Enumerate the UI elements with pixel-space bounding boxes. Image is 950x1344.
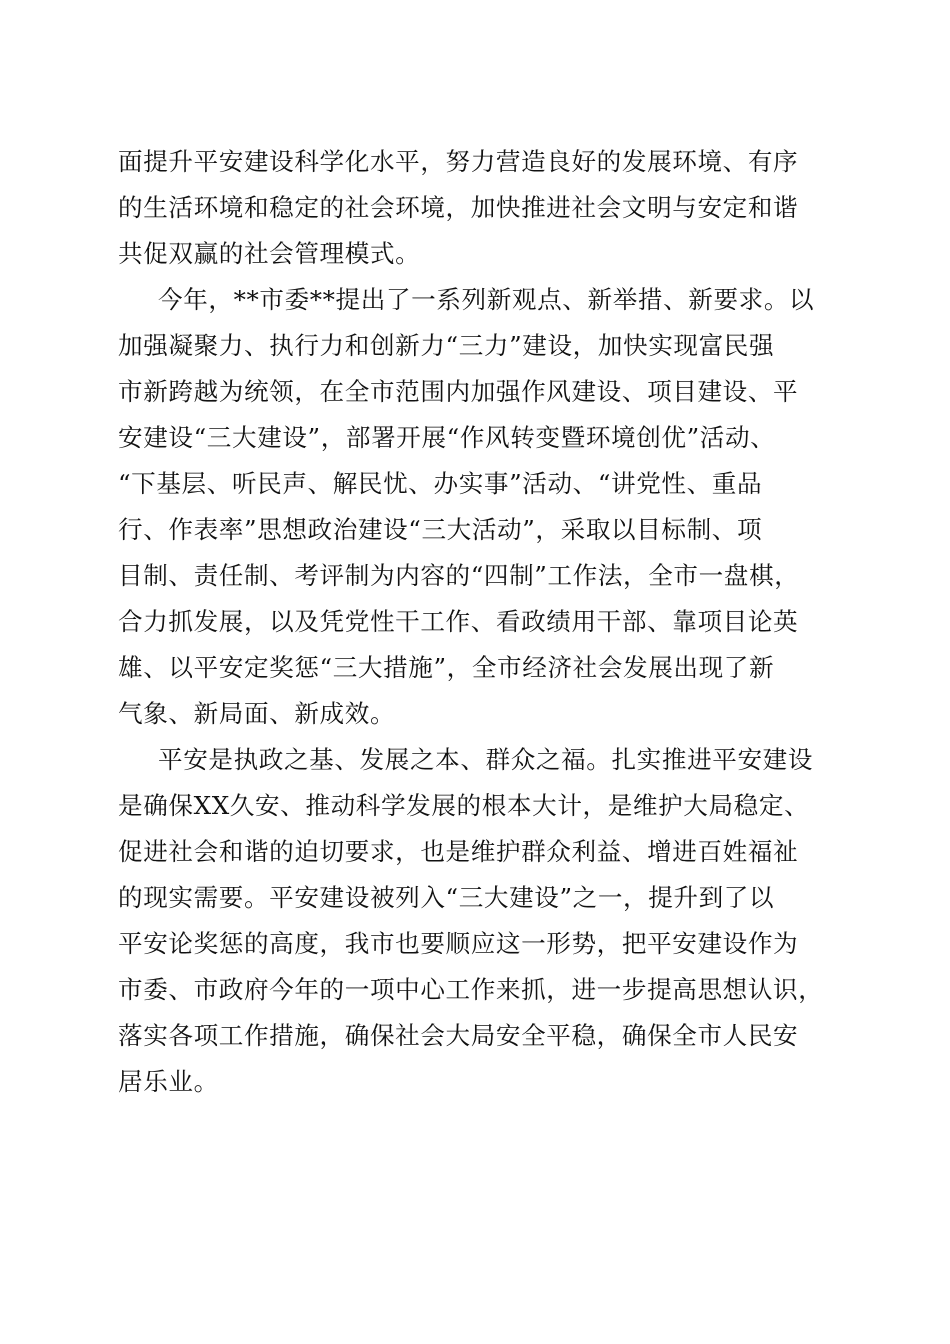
- p3-line-5: 平安论奖惩的高度，我市也要顺应这一形势，把平安建设作为: [118, 929, 799, 958]
- p3-line-2: 是确保XX久安、推动科学发展的根本大计，是维护大局稳定、: [118, 791, 810, 820]
- p3-line-7: 落实各项工作措施，确保社会大局安全平稳，确保全市人民安: [118, 1021, 799, 1050]
- p3-line-6: 市委、市政府今年的一项中心工作来抓，进一步提高思想认识，: [118, 975, 824, 1004]
- p1-line-3: 共促双赢的社会管理模式。: [118, 239, 421, 268]
- p2-line-1: 今年，**市委**提出了一系列新观点、新举措、新要求。以: [158, 285, 815, 314]
- p3-line-4: 的现实需要。平安建设被列入“三大建设”之一，提升到了以: [118, 883, 775, 912]
- p2-line-9: 雄、以平安定奖惩“三大措施”，全市经济社会发展出现了新: [118, 653, 775, 682]
- p1-line-1: 面提升平安建设科学化水平，努力营造良好的发展环境、有序: [118, 147, 799, 176]
- p3-line-1: 平安是执政之基、发展之本、群众之福。扎实推进平安建设: [158, 745, 814, 774]
- p2-line-10: 气象、新局面、新成效。: [118, 699, 396, 728]
- document-body: [118, 139, 836, 1105]
- p3-line-8: 居乐业。: [118, 1067, 219, 1096]
- p2-line-8: 合力抓发展，以及凭党性干工作、看政绩用干部、靠项目论英: [118, 607, 799, 636]
- p2-line-5: “下基层、听民声、解民忧、办实事”活动、“讲党性、重品: [118, 469, 763, 498]
- p2-line-6: 行、作表率”思想政治建设“三大活动”，采取以目标制、项: [118, 515, 763, 544]
- p2-line-7: 目制、责任制、考评制为内容的“四制”工作法，全市一盘棋，: [118, 561, 800, 590]
- p2-line-3: 市新跨越为统领，在全市范围内加强作风建设、项目建设、平: [118, 377, 799, 406]
- p1-line-2: 的生活环境和稳定的社会环境，加快推进社会文明与安定和谐: [118, 193, 799, 222]
- p3-line-3: 促进社会和谐的迫切要求，也是维护群众利益、增进百姓福祉: [118, 837, 799, 866]
- p2-line-4: 安建设“三大建设”，部署开展“作风转变暨环境创优”活动、: [118, 423, 776, 452]
- p2-line-2: 加强凝聚力、执行力和创新力“三力”建设，加快实现富民强: [118, 331, 775, 360]
